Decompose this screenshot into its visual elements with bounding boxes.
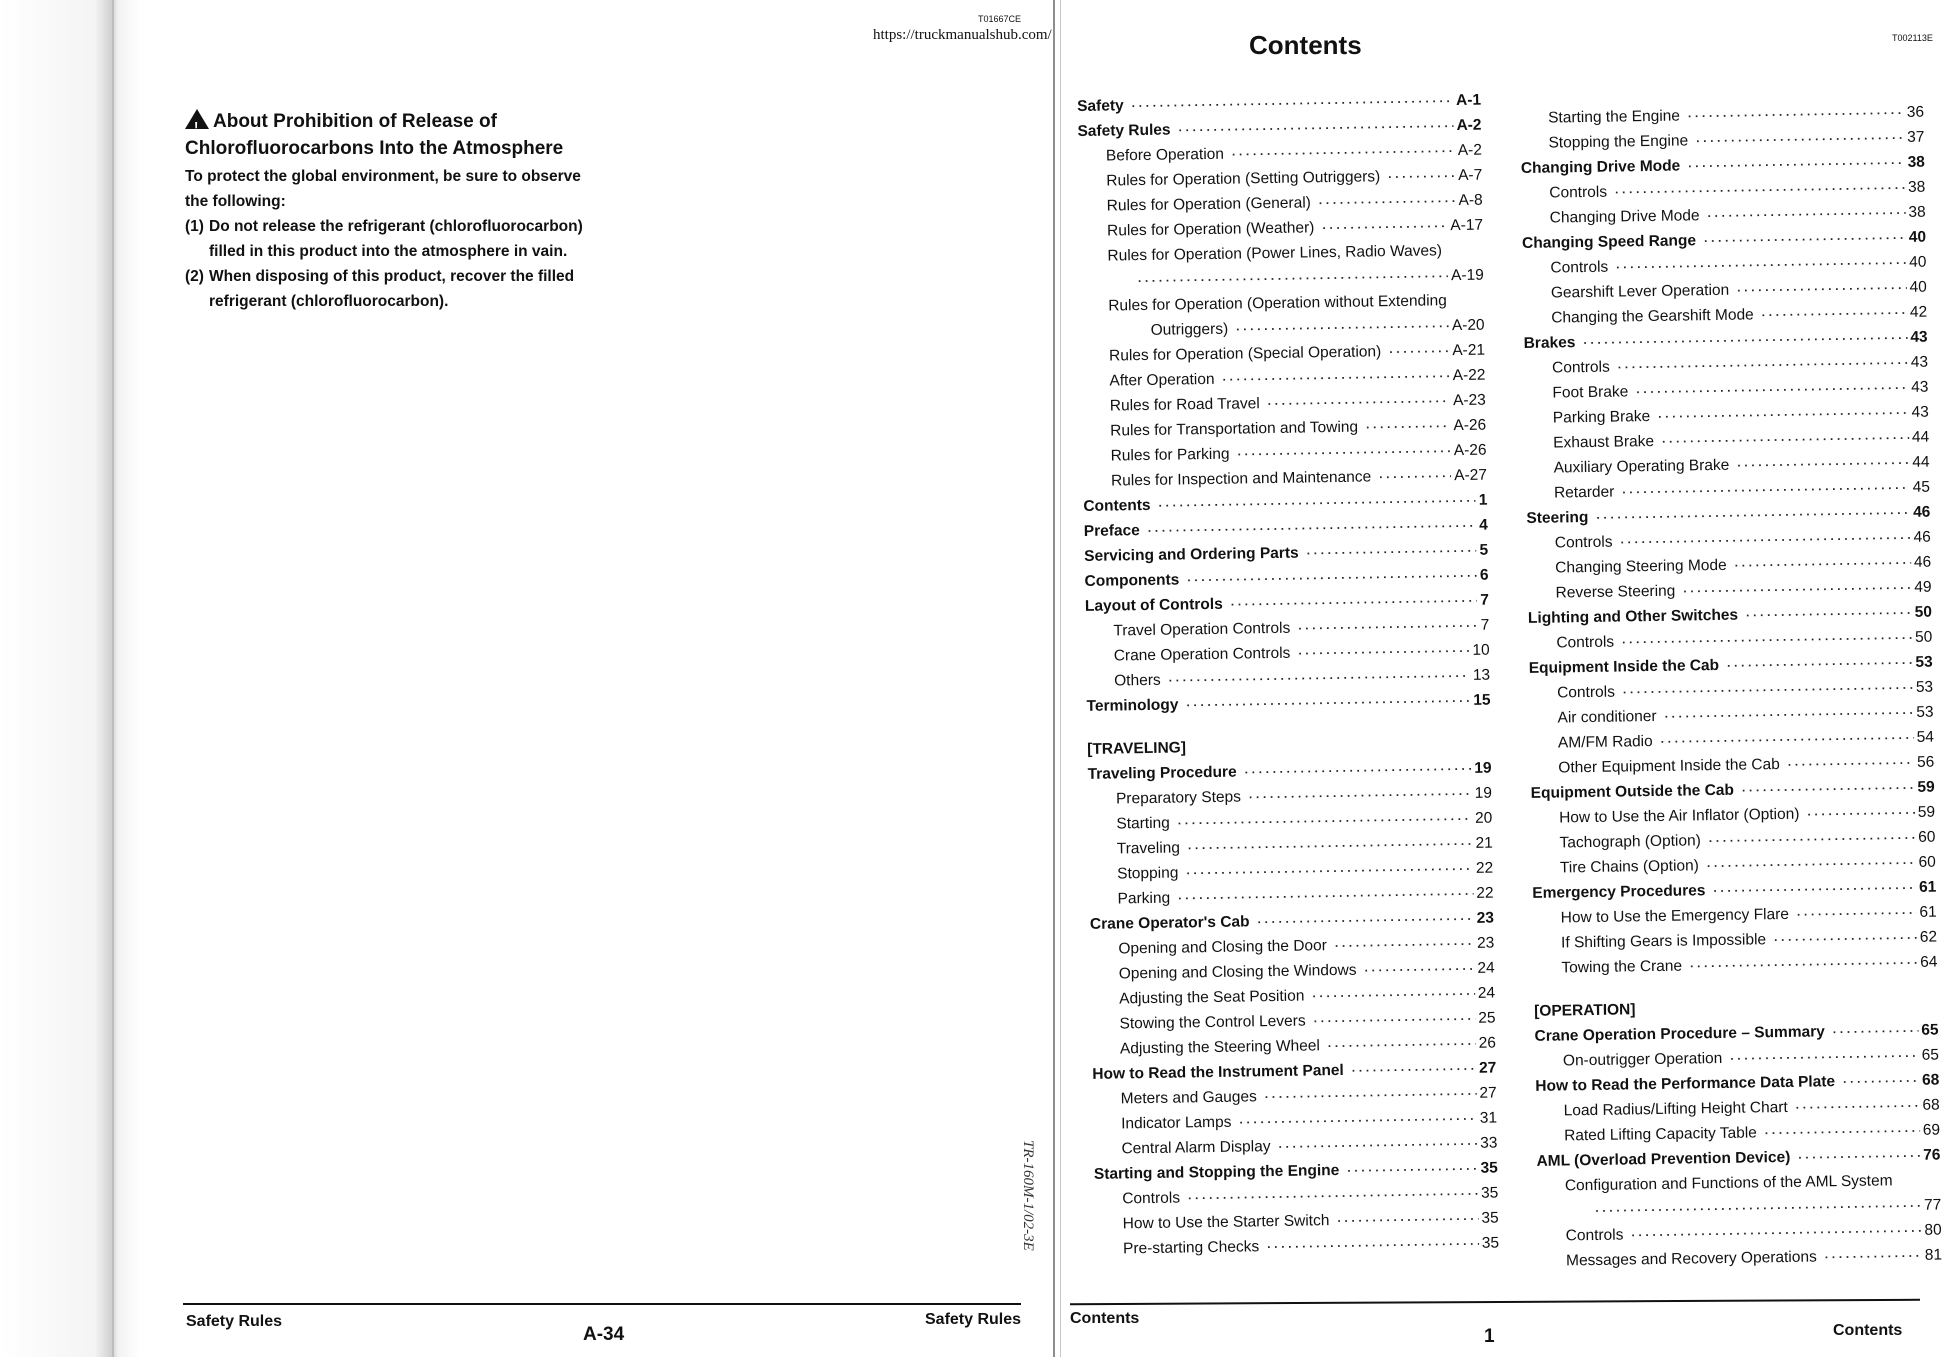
- toc-entry-page: A-23: [1452, 391, 1486, 410]
- toc-entry-page: 43: [1911, 403, 1929, 421]
- notice-intro: To protect the global environment, be sure to observe the following:: [185, 168, 581, 210]
- toc-leader-dots: [1709, 831, 1916, 848]
- toc-entry-page: 36: [1906, 103, 1925, 121]
- toc-leader-dots: [1186, 862, 1473, 880]
- toc-leader-dots: [1132, 94, 1454, 113]
- toc-entry-page: 77: [1923, 1196, 1942, 1214]
- toc-leader-dots: [1352, 1062, 1476, 1078]
- toc-entry-label: Tachograph (Option): [1559, 832, 1701, 852]
- toc-entry-page: A-26: [1453, 441, 1487, 460]
- toc-entry-label: Layout of Controls: [1084, 595, 1223, 615]
- toc-entry-label: Starting: [1116, 814, 1170, 833]
- toc-entry[interactable]: [1095, 1235, 1499, 1266]
- toc-entry-label: Rules for Operation (Setting Outriggers): [1106, 168, 1381, 190]
- toc-leader-dots: [1796, 1099, 1920, 1115]
- toc-leader-dots: [1742, 781, 1915, 798]
- toc-leader-dots: [1379, 469, 1451, 484]
- toc-entry-page: 65: [1921, 1021, 1939, 1039]
- toc-leader-dots: [1765, 1124, 1920, 1140]
- toc-entry-page: 69: [1922, 1121, 1941, 1139]
- toc-entry-label: Gearshift Lever Operation: [1550, 281, 1730, 302]
- toc-leader-dots: [1798, 1149, 1920, 1165]
- toc-leader-dots: [1746, 606, 1912, 623]
- toc-entry-label: Changing Drive Mode: [1549, 207, 1700, 227]
- toc-entry-label: How to Use the Emergency Flare: [1560, 905, 1790, 927]
- toc-leader-dots: [1222, 369, 1449, 387]
- toc-entry-label: [TRAVELING]: [1087, 739, 1187, 758]
- notice-item-number: (2): [185, 268, 204, 285]
- toc-leader-dots: [1618, 356, 1908, 375]
- toc-entry-label: Auxiliary Operating Brake: [1553, 456, 1730, 477]
- toc-entry-page: 46: [1912, 503, 1931, 521]
- toc-entry-page: 21: [1475, 834, 1493, 852]
- toc-entry-page: 60: [1918, 853, 1936, 871]
- toc-entry-label: Exhaust Brake: [1553, 432, 1655, 452]
- toc-entry-label: Rules for Operation (Power Lines, Radio Waves): [1107, 242, 1443, 265]
- toc-entry-page: 27: [1479, 1084, 1497, 1102]
- toc-entry-page: A-21: [1452, 341, 1486, 360]
- notice-item: [185, 214, 605, 264]
- toc-leader-dots: [1623, 681, 1913, 700]
- toc-entry-page: 81: [1924, 1246, 1943, 1264]
- toc-leader-dots: [1788, 756, 1915, 772]
- toc-entry-label: Foot Brake: [1552, 383, 1629, 402]
- toc-entry-label: Rules for Operation (Weather): [1106, 219, 1315, 240]
- toc-entry-label: Retarder: [1553, 483, 1615, 502]
- toc-entry-label: Pre-starting Checks: [1122, 1238, 1260, 1258]
- footer-rule: [183, 1303, 1021, 1305]
- toc-entry-page: 46: [1913, 553, 1932, 571]
- toc-entry-page: 43: [1910, 328, 1928, 346]
- right-page: [1054, 0, 1946, 1357]
- toc-entry-label: On-outrigger Operation: [1562, 1049, 1723, 1070]
- toc-entry-label: Reverse Steering: [1555, 582, 1676, 602]
- page-title: Contents: [1249, 30, 1362, 60]
- toc-leader-dots: [1186, 694, 1470, 712]
- toc-entry-label: Changing Steering Mode: [1555, 556, 1727, 577]
- toc-leader-dots: [1337, 1212, 1478, 1228]
- toc-leader-dots: [1388, 169, 1455, 184]
- toc-entry-label: Brakes: [1523, 334, 1576, 352]
- toc-entry-page: 1: [1478, 491, 1488, 509]
- toc-entry-page: 33: [1480, 1134, 1498, 1152]
- toc-entry-label: Indicator Lamps: [1120, 1113, 1232, 1133]
- toc-leader-dots: [1231, 594, 1478, 612]
- toc-leader-dots: [1797, 906, 1917, 922]
- toc-entry-label: Rules for Operation (General): [1106, 194, 1311, 215]
- toc-leader-dots: [1178, 119, 1453, 137]
- toc-entry-label: Meters and Gauges: [1120, 1088, 1257, 1108]
- toc-leader-dots: [1595, 1199, 1921, 1218]
- toc-leader-dots: [1335, 937, 1474, 953]
- toc-entry-label: Preparatory Steps: [1115, 788, 1242, 808]
- toc-entry-label: Adjusting the Steering Wheel: [1119, 1037, 1320, 1058]
- toc-entry-page: 4: [1479, 516, 1488, 534]
- toc-entry-label: How to Read the Instrument Panel: [1092, 1061, 1344, 1083]
- toc-leader-dots: [1178, 812, 1473, 831]
- toc-entry-page: 68: [1921, 1071, 1940, 1089]
- toc-entry-label: Parking: [1117, 889, 1171, 908]
- toc-leader-dots: [1707, 856, 1916, 873]
- toc-entry-label: Servicing and Ordering Parts: [1084, 544, 1299, 565]
- toc-entry-page: 15: [1473, 691, 1491, 709]
- toc-entry-page: A-22: [1452, 366, 1486, 385]
- toc-entry-label: Messages and Recovery Operations: [1565, 1248, 1817, 1270]
- toc-leader-dots: [1704, 231, 1906, 248]
- toc-entry-page: 65: [1921, 1046, 1940, 1064]
- toc-leader-dots: [1636, 381, 1908, 399]
- toc-entry-label: Travel Operation Controls: [1113, 619, 1291, 640]
- toc-entry-page: 10: [1472, 641, 1490, 659]
- toc-entry-label: Starting and Stopping the Engine: [1093, 1162, 1340, 1183]
- footer-right-label: Safety Rules: [925, 1311, 1022, 1328]
- toc-entry-page: 7: [1480, 591, 1490, 609]
- toc-entry-page: 54: [1916, 728, 1935, 746]
- toc-entry-label: Traveling: [1116, 839, 1181, 858]
- toc-entry-page: 53: [1916, 703, 1934, 721]
- toc-entry-label: AM/FM Radio: [1557, 732, 1653, 752]
- toc-entry-label: Rules for Transportation and Towing: [1110, 418, 1359, 440]
- toc-entry-page: 31: [1479, 1109, 1498, 1127]
- toc-entry-page: 46: [1913, 528, 1931, 546]
- toc-entry-label: Parking Brake: [1552, 407, 1651, 427]
- toc-entry-page: 20: [1474, 809, 1493, 827]
- toc-entry-label: Preface: [1083, 522, 1140, 540]
- toc-leader-dots: [1236, 319, 1449, 336]
- toc-entry-page: 35: [1481, 1234, 1500, 1252]
- warning-icon: [185, 109, 209, 129]
- header-right-code: T002113E: [1892, 33, 1933, 43]
- toc-entry-page: 19: [1474, 784, 1493, 802]
- toc-entry-page: 37: [1907, 128, 1925, 146]
- toc-entry-page: 62: [1919, 928, 1938, 946]
- toc-entry-page: 22: [1476, 884, 1494, 902]
- toc-leader-dots: [1762, 306, 1907, 322]
- toc-entry-label: Traveling Procedure: [1087, 763, 1237, 783]
- toc-entry-page: A-1: [1455, 91, 1482, 110]
- toc-entry[interactable]: [1538, 1247, 1942, 1278]
- toc-entry-page: 43: [1910, 353, 1929, 371]
- toc-entry-page: 25: [1478, 1009, 1496, 1027]
- toc-leader-dots: [1631, 1224, 1921, 1243]
- toc-entry-page: 40: [1909, 278, 1927, 296]
- toc-leader-dots: [1583, 331, 1907, 350]
- toc-entry-label: Outriggers): [1150, 320, 1229, 339]
- toc-leader-dots: [1312, 987, 1475, 1004]
- toc-leader-dots: [1843, 1074, 1919, 1089]
- toc-leader-dots: [1622, 481, 1910, 500]
- toc-leader-dots: [1239, 1112, 1477, 1130]
- toc-entry-page: 40: [1908, 228, 1927, 246]
- toc-entry-label: Controls: [1549, 183, 1608, 202]
- toc-entry-page: 53: [1915, 653, 1933, 671]
- toc-entry-label: Adjusting the Seat Position: [1119, 987, 1305, 1008]
- toc-entry-label: Terminology: [1086, 696, 1179, 715]
- toc-entry-label: Air conditioner: [1557, 707, 1657, 727]
- toc-entry-page: 59: [1917, 803, 1936, 821]
- toc-entry-page: 5: [1479, 541, 1489, 559]
- toc-leader-dots: [1257, 912, 1473, 929]
- toc-entry-page: 50: [1914, 628, 1933, 646]
- toc-entry-label: Changing the Gearshift Mode: [1551, 306, 1754, 327]
- toc-entry-page: 44: [1911, 428, 1930, 446]
- toc-entry-label: Controls: [1557, 683, 1616, 702]
- toc-entry[interactable]: [1086, 692, 1490, 723]
- toc-entry[interactable]: [1533, 954, 1937, 985]
- toc-entry-page: 22: [1475, 859, 1494, 877]
- toc-entry-label: Safety Rules: [1077, 121, 1171, 140]
- toc-entry-label: Emergency Procedures: [1532, 882, 1706, 902]
- toc-leader-dots: [1178, 887, 1473, 906]
- toc-leader-dots: [1188, 837, 1473, 855]
- toc-entry-page: A-20: [1451, 316, 1485, 335]
- toc-leader-dots: [1267, 1237, 1479, 1254]
- toc-leader-dots: [1249, 787, 1472, 804]
- footer-left-label: Safety Rules: [186, 1313, 283, 1330]
- toc-entry-label: How to Read the Performance Data Plate: [1535, 1073, 1836, 1095]
- notice-item-text: When disposing of this product, recover the filled refrigerant (chlorofluorocarbon).: [209, 268, 575, 310]
- toc-leader-dots: [1688, 156, 1905, 173]
- toc-entry-label: Towing the Crane: [1561, 957, 1683, 977]
- toc-entry-page: 44: [1912, 453, 1930, 471]
- toc-entry-page: 42: [1909, 303, 1928, 321]
- toc-entry-page: 23: [1476, 934, 1495, 952]
- footer-rule: [1070, 1299, 1920, 1305]
- toc-leader-dots: [1713, 881, 1916, 898]
- toc-entry-page: A-2: [1457, 141, 1483, 160]
- page-number: A-34: [583, 1324, 625, 1345]
- toc-entry-label: Stopping: [1117, 864, 1179, 883]
- toc-entry-page: 61: [1918, 878, 1937, 896]
- toc-entry-page: 43: [1911, 378, 1929, 396]
- toc-entry-page: 56: [1916, 753, 1935, 771]
- toc-entry-page: 35: [1480, 1159, 1498, 1177]
- toc-entry-label: How to Use the Air Inflator (Option): [1558, 805, 1800, 827]
- toc-entry-page: A-2: [1456, 116, 1482, 135]
- toc-entry-label: Changing Drive Mode: [1520, 157, 1681, 177]
- toc-entry-page: 61: [1919, 903, 1937, 921]
- toc-entry-page: 13: [1472, 666, 1491, 684]
- toc-entry-label: Controls: [1554, 533, 1613, 552]
- toc-entry-label: Rated Lifting Capacity Table: [1563, 1124, 1757, 1145]
- toc-entry-label: Equipment Inside the Cab: [1528, 656, 1720, 677]
- toc-entry-page: A-17: [1450, 216, 1484, 235]
- toc-leader-dots: [1148, 519, 1477, 538]
- toc-entry-label: Other Equipment Inside the Cab: [1558, 756, 1780, 777]
- toc-entry-label: Safety: [1077, 97, 1124, 115]
- toc-entry-page: 6: [1479, 566, 1489, 584]
- toc-column-right: [1520, 104, 1942, 1278]
- footer-right-label: Contents: [1833, 1322, 1903, 1339]
- toc-entry-label: Opening and Closing the Windows: [1118, 961, 1357, 983]
- toc-entry-page: 59: [1917, 778, 1935, 796]
- toc-leader-dots: [1616, 256, 1906, 275]
- toc-entry-label: Lighting and Other Switches: [1527, 606, 1739, 627]
- toc-entry-label: Crane Operation Controls: [1113, 644, 1291, 665]
- toc-entry-page: 27: [1478, 1059, 1497, 1077]
- toc-leader-dots: [1615, 181, 1905, 200]
- toc-leader-dots: [1322, 219, 1447, 235]
- toc-entry-page: 50: [1914, 603, 1933, 621]
- toc-leader-dots: [1696, 131, 1904, 148]
- toc-leader-dots: [1237, 444, 1451, 461]
- toc-leader-dots: [1807, 806, 1915, 822]
- toc-leader-dots: [1833, 1024, 1919, 1039]
- toc-entry-page: A-8: [1458, 191, 1483, 210]
- toc-entry-label: Others: [1114, 671, 1161, 690]
- toc-entry-page: 80: [1924, 1221, 1942, 1239]
- toc-entry-page: 60: [1918, 828, 1936, 846]
- toc-entry-label: If Shifting Gears is Impossible: [1560, 931, 1767, 952]
- footer-left-label: Contents: [1070, 1310, 1140, 1327]
- toc-leader-dots: [1307, 544, 1477, 561]
- toc-entry-page: 76: [1923, 1146, 1941, 1164]
- toc-leader-dots: [1188, 1187, 1478, 1206]
- source-url[interactable]: https://truckmanualshub.com/: [873, 27, 1052, 43]
- toc-entry-label: Steering: [1526, 508, 1589, 527]
- toc-leader-dots: [1596, 506, 1910, 525]
- toc-entry-label: Equipment Outside the Cab: [1530, 781, 1735, 802]
- toc-entry-label: AML (Overload Prevention Device): [1536, 1148, 1791, 1170]
- toc-leader-dots: [1683, 581, 1911, 599]
- side-code: TR-160M-1/02-3E: [1020, 1140, 1036, 1251]
- toc-entry-label: Tire Chains (Option): [1559, 857, 1700, 877]
- page-number: 1: [1484, 1326, 1495, 1347]
- toc-entry-label: Rules for Parking: [1110, 445, 1230, 465]
- toc-leader-dots: [1661, 731, 1914, 749]
- toc-entry-page: A-7: [1458, 166, 1483, 185]
- toc-leader-dots: [1158, 494, 1475, 513]
- toc-entry-label: Stopping the Engine: [1548, 132, 1689, 152]
- toc-leader-dots: [1138, 269, 1448, 288]
- toc-entry-page: A-26: [1453, 416, 1487, 435]
- toc-entry-page: 24: [1477, 959, 1495, 977]
- toc-leader-dots: [1245, 762, 1472, 780]
- toc-entry-page: 19: [1474, 759, 1492, 777]
- toc-entry-label: How to Use the Starter Switch: [1122, 1212, 1330, 1233]
- toc-leader-dots: [1298, 644, 1469, 661]
- toc-entry-page: 23: [1476, 909, 1495, 927]
- toc-leader-dots: [1622, 631, 1912, 650]
- toc-entry-label: Controls: [1556, 633, 1615, 652]
- toc-leader-dots: [1737, 281, 1907, 298]
- toc-leader-dots: [1665, 706, 1914, 724]
- toc-entry-label: After Operation: [1109, 370, 1215, 390]
- toc-leader-dots: [1389, 344, 1449, 359]
- toc-entry-page: 40: [1909, 253, 1927, 271]
- toc-entry-page: 38: [1907, 178, 1926, 196]
- toc-leader-dots: [1662, 431, 1909, 449]
- toc-leader-dots: [1735, 556, 1911, 573]
- toc-entry-page: 35: [1480, 1184, 1499, 1202]
- toc-leader-dots: [1727, 656, 1913, 673]
- toc-entry-label: Crane Operation Procedure – Summary: [1534, 1023, 1825, 1045]
- notice-title: !About Prohibition of Release of Chlorofluorocarbons Into the Atmosphere: [185, 108, 605, 162]
- toc-leader-dots: [1364, 962, 1474, 978]
- toc-entry-page: 7: [1480, 616, 1490, 634]
- toc-leader-dots: [1268, 394, 1451, 411]
- toc-entry-label: Rules for Inspection and Maintenance: [1110, 468, 1372, 490]
- toc-leader-dots: [1328, 1037, 1476, 1053]
- toc-leader-dots: [1347, 1162, 1478, 1178]
- toc-entry-label: Crane Operator's Cab: [1089, 913, 1250, 933]
- header-left-code: T01667CE: [978, 14, 1022, 24]
- toc-entry-page: A-19: [1450, 266, 1484, 285]
- toc-leader-dots: [1265, 1087, 1477, 1104]
- toc-leader-dots: [1620, 531, 1910, 550]
- toc-entry-label: Rules for Operation (Operation without Extending: [1108, 292, 1447, 315]
- toc-entry-label: Changing Speed Range: [1521, 232, 1697, 252]
- notice-item-text: Do not release the refrigerant (chlorofluorocarbon) filled in this product into the atmosphere in vain.: [209, 218, 583, 260]
- toc-entry-label: Stowing the Control Levers: [1119, 1012, 1306, 1033]
- toc-entry-label: Rules for Road Travel: [1109, 395, 1260, 415]
- cfc-notice: [185, 108, 605, 314]
- toc-entry-label: Controls: [1550, 258, 1609, 277]
- toc-entry-page: 35: [1481, 1209, 1499, 1227]
- toc-leader-dots: [1708, 206, 1906, 223]
- toc-entry-page: 53: [1915, 678, 1934, 696]
- toc-leader-dots: [1774, 931, 1917, 947]
- toc-leader-dots: [1278, 1137, 1477, 1154]
- toc-entry-label: Components: [1084, 571, 1180, 590]
- toc-leader-dots: [1730, 1049, 1919, 1066]
- toc-entry-label: Contents: [1083, 496, 1151, 515]
- toc-entry-label: [OPERATION]: [1534, 1001, 1636, 1020]
- toc-leader-dots: [1169, 669, 1470, 688]
- toc-leader-dots: [1314, 1012, 1476, 1029]
- toc-entry-label: Load Radius/Lifting Height Chart: [1563, 1098, 1788, 1120]
- notice-item: [185, 264, 605, 314]
- toc-entry-page: 38: [1908, 203, 1926, 221]
- toc-entry-page: 68: [1922, 1096, 1940, 1114]
- toc-leader-dots: [1690, 956, 1917, 974]
- toc-leader-dots: [1232, 144, 1455, 161]
- toc-leader-dots: [1298, 619, 1478, 636]
- toc-entry-page: 26: [1478, 1034, 1497, 1052]
- toc-leader-dots: [1825, 1249, 1922, 1265]
- toc-entry-label: Before Operation: [1105, 145, 1225, 165]
- toc-entry-label: Controls: [1565, 1226, 1624, 1245]
- toc-leader-dots: [1187, 569, 1477, 588]
- toc-leader-dots: [1688, 106, 1904, 123]
- toc-leader-dots: [1366, 419, 1451, 434]
- toc-entry-page: 49: [1914, 578, 1932, 596]
- toc-entry-page: 64: [1920, 953, 1938, 971]
- toc-entry-label: Configuration and Functions of the AML System: [1564, 1172, 1893, 1195]
- toc-entry-label: Controls: [1122, 1189, 1181, 1208]
- toc-leader-dots: [1658, 406, 1909, 424]
- toc-entry-page: 45: [1912, 478, 1931, 496]
- toc-entry-page: A-27: [1454, 466, 1488, 485]
- toc-entry-label: Opening and Closing the Door: [1118, 937, 1328, 958]
- toc-leader-dots: [1737, 456, 1909, 473]
- toc-entry-label: Rules for Operation (Special Operation): [1108, 343, 1382, 365]
- toc-leader-dots: [1319, 194, 1456, 210]
- toc-entry-page: 24: [1477, 984, 1496, 1002]
- toc-entry-label: Starting the Engine: [1547, 107, 1681, 127]
- notice-item-number: (1): [185, 218, 204, 235]
- toc-column-left: [1077, 92, 1499, 1266]
- toc-entry-label: Central Alarm Display: [1121, 1138, 1271, 1158]
- toc-entry-label: Controls: [1551, 358, 1610, 377]
- toc-entry-page: 38: [1907, 153, 1926, 171]
